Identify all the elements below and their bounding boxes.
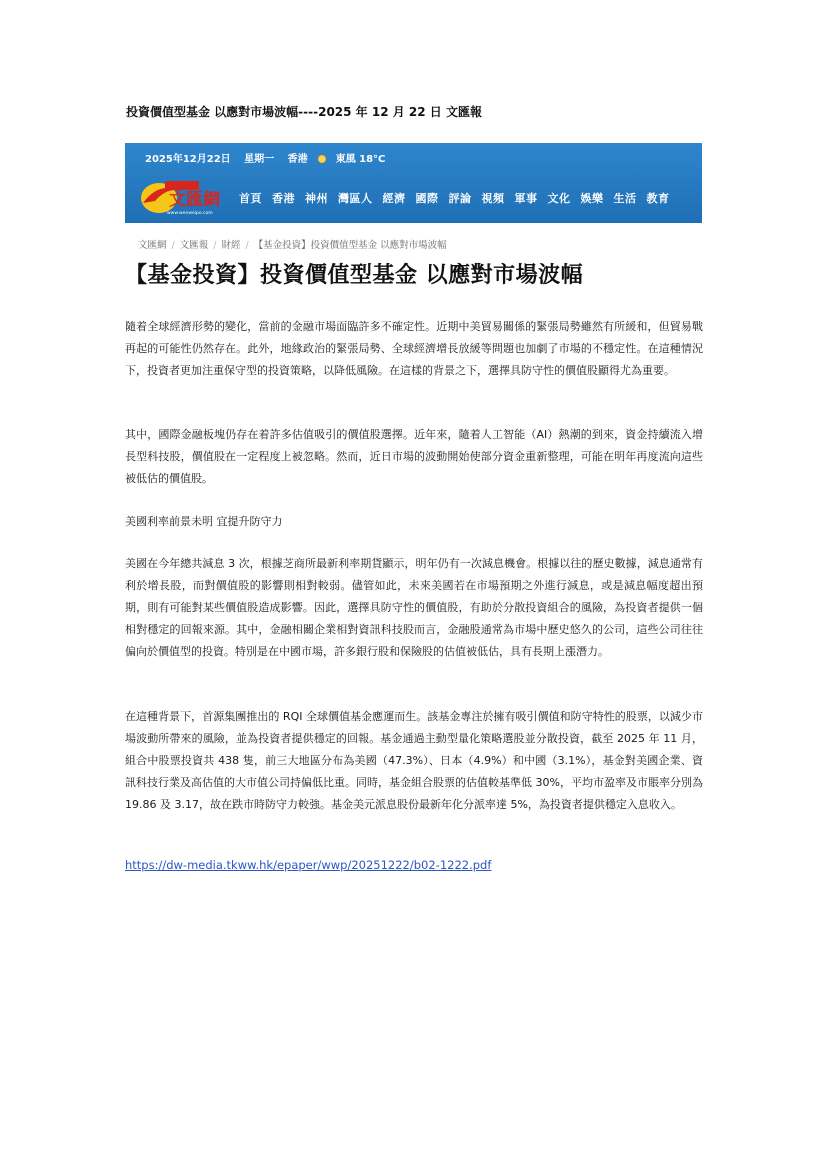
breadcrumb-item-paper[interactable]: 文匯報: [179, 240, 209, 251]
weekday-text: 星期一: [244, 154, 275, 165]
document-title: 投資價值型基金 以應對市場波幅----2025 年 12 月 22 日 文匯報: [126, 105, 482, 119]
site-header-banner: [125, 143, 702, 223]
nav-item-entertainment[interactable]: 娛樂: [580, 192, 604, 205]
breadcrumb-separator: /: [171, 240, 175, 251]
nav-item-economy[interactable]: 經濟: [382, 192, 406, 205]
date-weather-bar: [145, 150, 395, 165]
nav-item-international[interactable]: 國際: [415, 192, 439, 205]
region-text: 香港: [287, 154, 308, 165]
wenweipo-logo[interactable]: [137, 173, 229, 217]
main-navigation: [239, 190, 680, 206]
article-subheading: 美國利率前景未明 宜提升防守力: [125, 515, 283, 528]
breadcrumb: [138, 237, 447, 251]
nav-item-china[interactable]: 神州: [305, 192, 328, 205]
source-pdf-link[interactable]: https://dw-media.tkww.hk/epaper/wwp/20251222/b02-1222.pdf: [125, 858, 492, 872]
article-paragraph-1: 隨着全球經濟形勢的變化，當前的金融市場面臨許多不確定性。近期中美貿易關係的緊張局勢雖然有所緩和，但貿易戰再起的可能性仍然存在。此外，地緣政治的緊張局勢、全球經濟增長放緩等問題也加劇了市場的不穩定性。在這種情況下，投資者更加注重保守型的投資策略，以降低風險。在這樣的背景之下，選擇具防守性的價值股顯得尤為重要。: [125, 320, 703, 377]
nav-item-video[interactable]: 視頻: [481, 192, 505, 205]
nav-item-hongkong[interactable]: 香港: [272, 192, 295, 205]
breadcrumb-item-finance[interactable]: 財經: [221, 240, 241, 251]
breadcrumb-item-article: 【基金投資】投資價值型基金 以應對市場波幅: [253, 240, 447, 251]
article-paragraph-4: 在這種背景下，首源集團推出的 RQI 全球價值基金應運而生。該基金專注於擁有吸引價值和防守特性的股票，以減少市場波動所帶來的風險，並為投資者提供穩定的回報。基金通過主動型量化策略選股並分散投資，截至 2025 年 11 月，組合中股票投資共 438 隻，前三大地區分布為美國（47.3%）、日本（4.9%）和中國（3.1%），基金對美國企業、資訊科技行業及高估值的大市值公司持偏低比重。同時，基金組合股票的估值較基準低 30%，平均市盈率及市賬率分別為 19.86 及 3.17，故在跌市時防守力較強。基金美元派息股份最新年化分派率達 5%，為投資者提供穩定入息收入。: [125, 710, 703, 811]
breadcrumb-separator: /: [213, 240, 217, 251]
nav-item-bay-area[interactable]: 灣區人: [338, 192, 373, 205]
breadcrumb-item-site[interactable]: 文匯網: [138, 240, 167, 251]
breadcrumb-separator: /: [245, 240, 249, 251]
article-headline: 【基金投資】投資價值型基金 以應對市場波幅: [125, 263, 584, 288]
logo-text: 文匯網: [169, 190, 220, 210]
nav-item-opinion[interactable]: 評論: [448, 192, 472, 205]
nav-item-lifestyle[interactable]: 生活: [613, 192, 637, 205]
logo-subtext: www.wenweipo.com: [167, 211, 213, 216]
date-text: 2025年12月22日: [145, 154, 231, 165]
nav-item-home[interactable]: 首頁: [239, 192, 262, 205]
nav-item-military[interactable]: 軍事: [514, 192, 538, 205]
article-paragraph-2: 其中，國際金融板塊仍存在着許多估值吸引的價值股選擇。近年來，隨着人工智能（AI）熱潮的到來，資金持續流入增長型科技股，價值股在一定程度上被忽略。然而，近日市場的波動開始使部分資金重新整理，可能在明年再度流向這些被低估的價值股。: [125, 428, 703, 485]
nav-item-culture[interactable]: 文化: [547, 192, 571, 205]
weather-text: 東風 18°C: [335, 154, 386, 165]
sun-icon: [318, 155, 326, 163]
article-paragraph-3: 美國在今年總共減息 3 次，根據芝商所最新利率期貨顯示，明年仍有一次減息機會。根據以往的歷史數據，減息通常有利於增長股，而對價值股的影響則相對較弱。儘管如此，未來美國若在市場預期之外進行減息，或是減息幅度超出預期，則有可能對某些價值股造成影響。因此，選擇具防守性的價值股，有助於分散投資組合的風險，為投資者提供一個相對穩定的回報來源。其中，金融相關企業相對資訊科技股而言，金融股通常為市場中歷史悠久的公司，這些公司往往偏向於價值型的投資。特別是在中國市場，許多銀行股和保險股的估值被低估，具有長期上漲潛力。: [125, 557, 703, 658]
nav-item-education[interactable]: 教育: [646, 192, 670, 205]
